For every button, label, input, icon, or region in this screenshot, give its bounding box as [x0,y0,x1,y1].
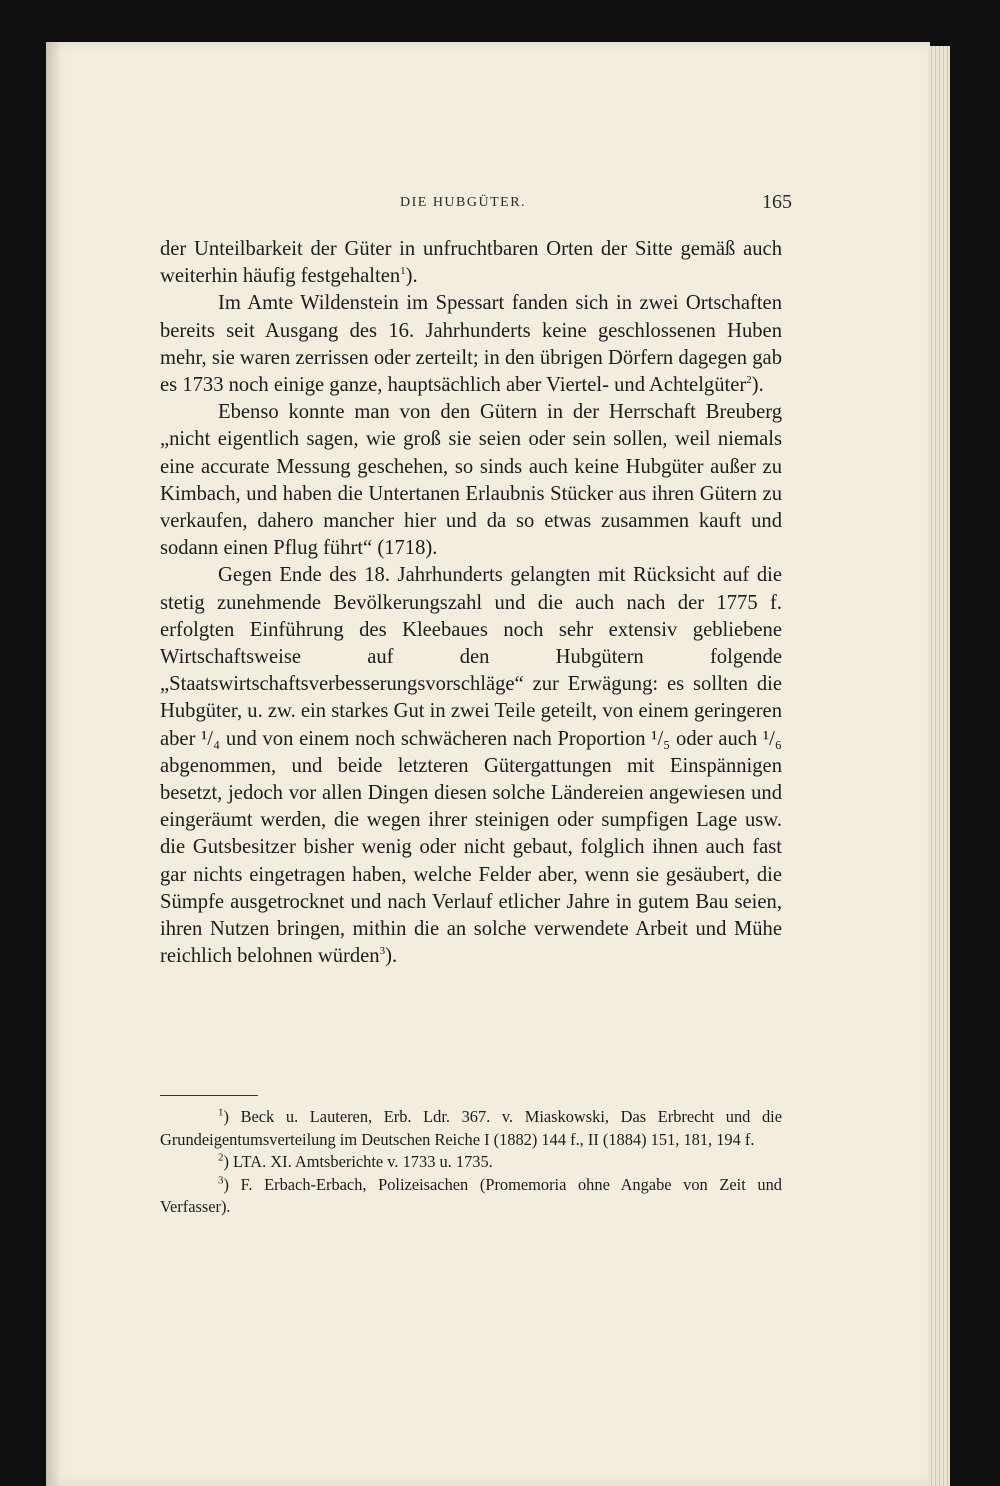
paragraph [160,399,782,562]
page-number: 165 [762,191,792,213]
footnote-text: ) Beck u. Lauteren, Erb. Ldr. 367. v. Miaskowski, Das Erbrecht und die Grundeigentumsverteilung im Deutschen Reiche I (1882) 144 f., II (1884) 151, 181, 194 f. [160,1107,782,1149]
paragraph-text: Ebenso konnte man von den Gütern in der Herrschaft Breuberg „nicht eigentlich sagen, wie groß sie seien oder sein sollen, weil niemals eine accurate Messung geschehen, so sinds auch keine Hubgüter außer zu Kimbach, und haben die Untertanen Erlaubnis Stücker aus ihren Gütern zu verkaufen, dahero mancher hier und da so etwas zusammen kauft und sodann einen Pflug führt“ (1718). [160,401,782,560]
footnote-number: 1 [218,1106,224,1119]
running-title: DIE HUBGÜTER. [400,195,527,210]
paragraph-text: der Unteilbarkeit der Güter in unfruchtbaren Orten der Sitte gemäß auch weiterhin häufig festgehalten [160,238,782,288]
page-header [160,191,792,221]
footnote-rule [160,1095,258,1096]
paragraph [160,236,782,290]
page-edges [928,46,950,1486]
footnote-number: 2 [218,1151,224,1164]
footnote-ref: 1 [400,265,406,278]
paragraph-text: Gegen Ende des 18. Jahrhunderts gelangten mit Rücksicht auf die stetig zunehmende Bevölkerungszahl und die auch nach der 1775 f. erfolgten Einführung des Kleebaues noch sehr extensiv gebliebene Wirtschaftsweise auf den Hubgütern folgende „Staatswirtschaftsverbesserungsvorschläge“ zur Erwägung: es sollten die Hubgüter, u. zw. ein starkes Gut in zwei Teile geteilt, von einem geringeren aber ¹/₄ und von einem noch schwächeren nach Proportion ¹/₅ oder auch ¹/₆ abgenommen, und beide letzteren Gütergattungen mit Einspännigen besetzt, jedoch vor allen Dingen diesen solche Ländereien angewiesen und eingeräumt werden, die wegen ihrer steinigen oder sumpfigen Lage usw. die Gutsbesitzer bisher wenig oder nicht gebaut, folglich ihnen auch fast gar nichts eingetragen haben, welche Felder aber, wenn sie gesäubert, die Sümpfe ausgetrocknet und nach Verlauf etlicher Jahre in gutem Bau seien, ihren Nutzen bringen, mithin die an solche verwendete Arbeit und Mühe reichlich belohnen würden [160,564,782,968]
paragraph [160,290,782,399]
footnote-ref: 2 [746,374,752,387]
body-text [160,236,782,970]
paragraph-end: ). [751,374,764,397]
paragraph-end: ). [385,945,398,968]
footnote-ref: 3 [379,945,386,958]
footnote [160,1106,782,1151]
footnote-number: 3 [218,1174,224,1187]
paragraph-text: Im Amte Wildenstein im Spessart fanden sich in zwei Ortschaften bereits seit Ausgang des 16. Jahrhunderts keine geschlossenen Huben mehr, sie waren zerrissen oder zerteilt; in den übrigen Dörfern dagegen gab es 1733 noch einige ganze, hauptsächlich aber Viertel- und Achtelgüter [160,292,782,397]
footnote [160,1151,782,1174]
gutter-shadow [46,42,60,1486]
paragraph-end: ). [405,265,418,288]
footnote [160,1174,782,1219]
paragraph [160,562,782,970]
footnotes [160,1106,782,1219]
footnote-text: ) LTA. XI. Amtsberichte v. 1733 u. 1735. [223,1152,493,1172]
footnote-text: ) F. Erbach-Erbach, Polizeisachen (Promemoria ohne Angabe von Zeit und Verfasser). [160,1174,782,1217]
